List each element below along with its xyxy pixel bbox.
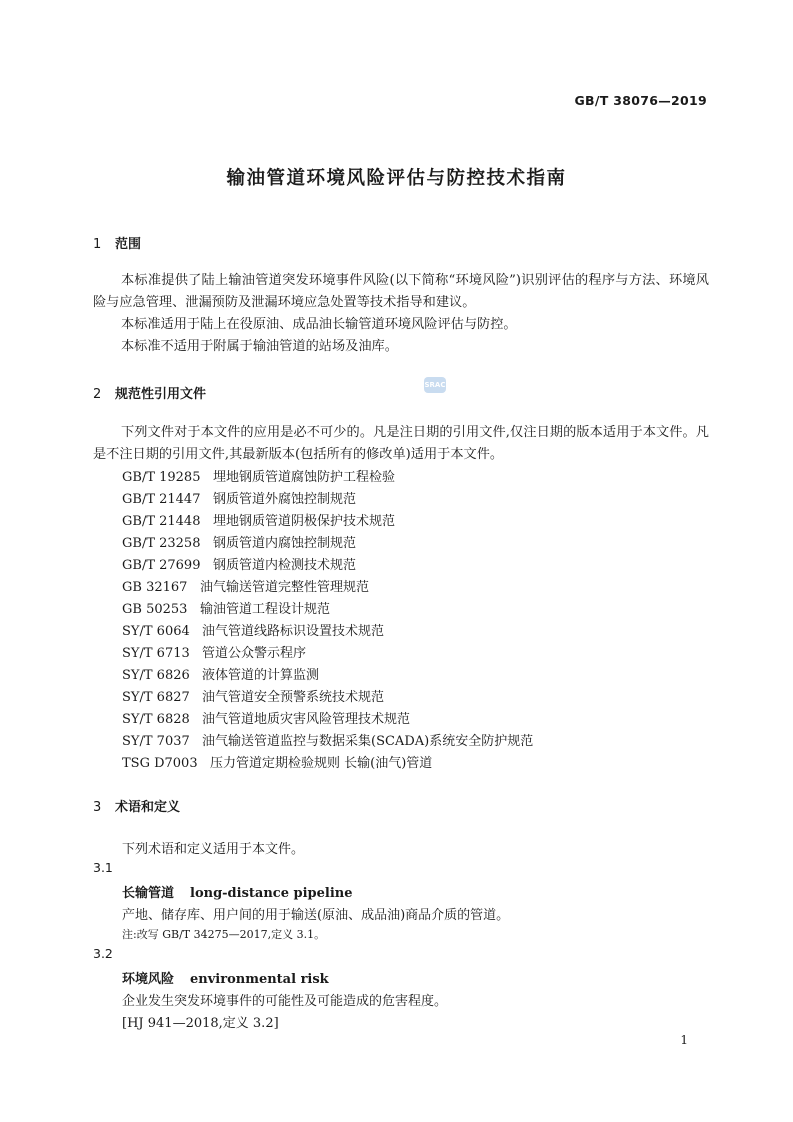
page-number: 1 <box>680 1033 688 1047</box>
reference-item <box>122 730 533 749</box>
terms-intro: 下列术语和定义适用于本文件。 <box>122 842 305 857</box>
term-number: 3.1 <box>93 860 113 875</box>
reference-code: TSG D7003 <box>122 756 198 771</box>
reference-item <box>122 708 410 727</box>
reference-item <box>122 620 384 639</box>
reference-code: GB 50253 <box>122 602 188 617</box>
reference-title: 钢质管道外腐蚀控制规范 <box>213 492 357 507</box>
paragraph: 下列文件对于本文件的应用是必不可少的。凡是注日期的引用文件,仅注日期的版本适用于本文件。凡是不注日期的引用文件,其最新版本(包括所有的修改单)适用于本文件。 <box>93 425 709 462</box>
reference-code: GB/T 23258 <box>122 536 201 551</box>
paragraph: 本标准不适用于附属于输油管道的站场及油库。 <box>121 339 398 354</box>
term-number: 3.2 <box>93 946 113 961</box>
reference-code: SY/T 6828 <box>122 712 190 727</box>
term-name <box>122 968 329 987</box>
reference-title: 管道公众警示程序 <box>202 646 307 661</box>
section-number: 2 <box>93 387 102 402</box>
term-name <box>122 882 353 901</box>
term-source: [HJ 941—2018,定义 3.2] <box>122 1016 279 1031</box>
document-title: 输油管道环境风险评估与防控技术指南 <box>226 168 567 189</box>
reference-item <box>122 532 356 551</box>
reference-code: SY/T 7037 <box>122 734 190 749</box>
reference-title: 油气管道安全预警系统技术规范 <box>202 690 385 705</box>
term-name-en: environmental risk <box>190 972 329 987</box>
standard-code: GB/T 38076—2019 <box>574 93 707 108</box>
watermark-logo: SRAC <box>424 377 446 393</box>
term-definition: 产地、储存库、用户间的用于输送(原油、成品油)商品介质的管道。 <box>122 908 510 923</box>
reference-code: GB 32167 <box>122 580 188 595</box>
reference-item <box>122 510 395 529</box>
paragraph: 本标准提供了陆上输油管道突发环境事件风险(以下简称“环境风险”)识别评估的程序与方法、环境风险与应急管理、泄漏预防及泄漏环境应急处置等技术指导和建议。 <box>93 273 709 310</box>
reference-title: 埋地钢质管道阴极保护技术规范 <box>213 514 396 529</box>
reference-item <box>122 576 369 595</box>
term-note: 注:改写 GB/T 34275—2017,定义 3.1。 <box>122 928 326 941</box>
reference-code: GB/T 21448 <box>122 514 201 529</box>
reference-item <box>122 664 319 683</box>
reference-code: SY/T 6826 <box>122 668 190 683</box>
references-intro <box>93 422 709 466</box>
reference-title: 油气输送管道完整性管理规范 <box>200 580 370 595</box>
section-number: 1 <box>93 237 102 252</box>
section-heading-terms <box>93 796 180 815</box>
reference-code: SY/T 6713 <box>122 646 190 661</box>
reference-item <box>122 686 384 705</box>
reference-title: 钢质管道内腐蚀控制规范 <box>213 536 357 551</box>
reference-item <box>122 598 330 617</box>
section-title: 范围 <box>115 237 142 252</box>
term-definition: 企业发生突发环境事件的可能性及可能造成的危害程度。 <box>122 994 448 1009</box>
reference-code: GB/T 27699 <box>122 558 201 573</box>
reference-title: 液体管道的计算监测 <box>202 668 320 683</box>
reference-title: 油气管道线路标识设置技术规范 <box>202 624 385 639</box>
reference-title: 输油管道工程设计规范 <box>200 602 331 617</box>
reference-title: 埋地钢质管道腐蚀防护工程检验 <box>213 470 396 485</box>
section-title: 术语和定义 <box>115 800 181 815</box>
section-number: 3 <box>93 800 102 815</box>
reference-code: SY/T 6064 <box>122 624 190 639</box>
section-heading-normative-references <box>93 383 206 402</box>
reference-item <box>122 488 356 507</box>
reference-item <box>122 752 432 771</box>
reference-item <box>122 466 395 485</box>
reference-title: 钢质管道内检测技术规范 <box>213 558 357 573</box>
term-name-zh: 长输管道 <box>122 886 175 901</box>
reference-item <box>122 554 356 573</box>
reference-item <box>122 642 306 661</box>
reference-code: GB/T 21447 <box>122 492 201 507</box>
scope-paragraphs <box>93 270 709 358</box>
reference-title: 油气管道地质灾害风险管理技术规范 <box>202 712 411 727</box>
section-title: 规范性引用文件 <box>115 387 207 402</box>
reference-code: GB/T 19285 <box>122 470 201 485</box>
reference-code: SY/T 6827 <box>122 690 190 705</box>
term-name-zh: 环境风险 <box>122 972 175 987</box>
reference-title: 压力管道定期检验规则 长输(油气)管道 <box>210 756 433 771</box>
term-name-en: long-distance pipeline <box>190 886 353 901</box>
paragraph: 本标准适用于陆上在役原油、成品油长输管道环境风险评估与防控。 <box>121 317 517 332</box>
reference-title: 油气输送管道监控与数据采集(SCADA)系统安全防护规范 <box>202 734 534 749</box>
section-heading-scope <box>93 233 141 252</box>
